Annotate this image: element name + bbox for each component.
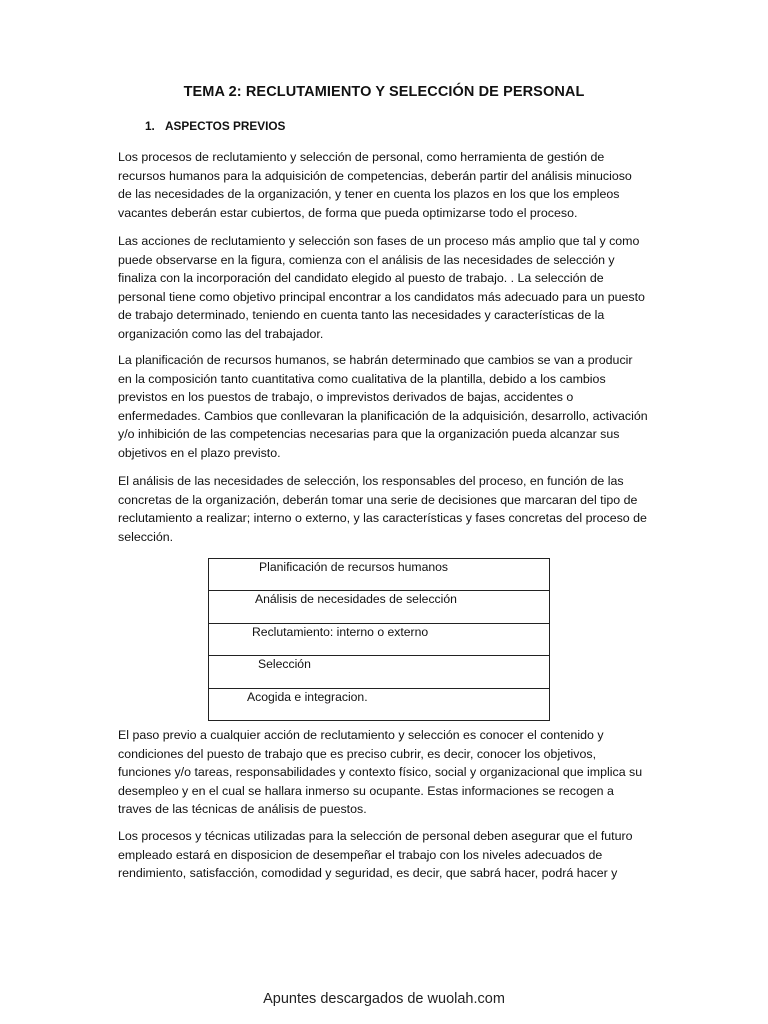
- section-number: 1.: [145, 119, 155, 133]
- process-step: [209, 559, 549, 591]
- process-step: [209, 591, 549, 623]
- section-label: ASPECTOS PREVIOS: [165, 119, 286, 133]
- process-step-label: Análisis de necesidades de selección: [255, 592, 457, 607]
- process-step: [209, 624, 549, 656]
- footer-attribution: Apuntes descargados de wuolah.com: [263, 991, 505, 1007]
- process-step-label: Acogida e integracion.: [247, 689, 368, 704]
- process-step: [209, 689, 549, 721]
- paragraph: El análisis de las necesidades de selección, los responsables del proceso, en función de las concretas de la organización, deberán tomar una serie de decisiones que marcaran del tipo de reclutamiento a realizar; interno o externo, y las características y fases concretas del proceso de selección.: [118, 474, 647, 544]
- process-step-label: Planificación de recursos humanos: [259, 560, 449, 574]
- process-step-label: Selección: [258, 657, 311, 672]
- section-heading: [145, 119, 285, 133]
- page-title: TEMA 2: RECLUTAMIENTO Y SELECCIÓN DE PERSONAL: [183, 84, 585, 100]
- paragraph: La planificación de recursos humanos, se habrán determinado que cambios se van a producir en la composición tanto cuantitativa como cualitativa de la plantilla, debido a los cambios previstos en los puestos de trabajo, o imprevistos derivados de bajas, accidentes o enfermedades. Cambios que conllevaran la planificación de la adquisición, desarrollo, activación y/o inhibición de las competencias necesarias para que la organización pueda alcanzar sus objetivos en el plazo previsto.: [118, 353, 648, 460]
- process-step: [209, 656, 549, 688]
- process-steps-table: [208, 558, 550, 721]
- paragraph: El paso previo a cualquier acción de reclutamiento y selección es conocer el contenido y condiciones del puesto de trabajo que es preciso cubrir, es decir, conocer los objetivos, funciones y/o tareas, responsabilidades y contexto físico, social y organizacional que implica su desempleo y en el cual se hallara inmerso su ocupante. Estas informaciones se recogen a traves de las técnicas de análisis de puestos.: [118, 728, 643, 816]
- paragraph: Las acciones de reclutamiento y selección son fases de un proceso más amplio que tal y como puede observarse en la figura, comienza con el análisis de las necesidades de selección y finaliza con la incorporación del candidato elegido al puesto de trabajo. . La selección de personal tiene como objetivo principal encontrar a los candidatos más adecuado para un puesto de trabajo determinado, teniendo en cuenta tanto las necesidades y características de la organización como las del trabajador.: [118, 234, 645, 341]
- paragraph: Los procesos de reclutamiento y selección de personal, como herramienta de gestión de recursos humanos para la adquisición de competencias, deberán partir del análisis minucioso de las necesidades de la organización, y tener en cuenta los plazos en los que los empleos vacantes deberán estar cubiertos, de forma que pueda optimizarse todo el proceso.: [118, 150, 632, 220]
- process-step-label: Reclutamiento: interno o externo: [252, 624, 429, 639]
- paragraph: Los procesos y técnicas utilizadas para la selección de personal deben asegurar que el futuro empleado estará en disposicion de desempeñar el trabajo con los niveles adecuados de rendimiento, satisfacción, comodidad y seguridad, es decir, que sabrá hacer, podrá hacer y: [118, 829, 633, 880]
